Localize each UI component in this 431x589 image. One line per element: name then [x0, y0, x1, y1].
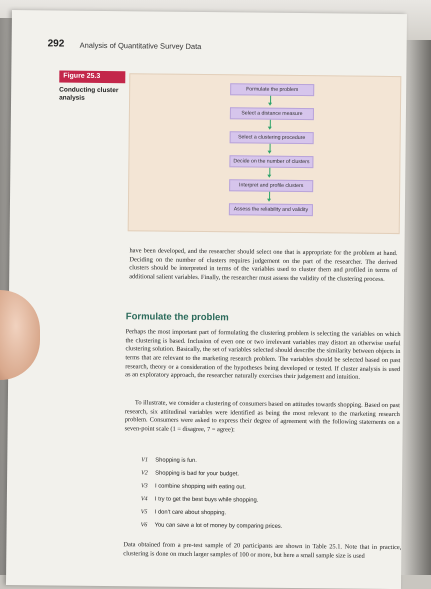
book-page: [6, 10, 407, 589]
flow-step-2: Select a distance measure: [230, 107, 314, 120]
flow-arrow: [269, 168, 270, 176]
variable-list: [141, 457, 284, 536]
flow-arrow: [269, 192, 270, 200]
paragraph-1: have been developed, and the researcher should select one that is appropriate for the problem at hand. Deciding on the number of clusters requires judgement on the part of the researcher. The derived clusters should be interpreted in terms of the variables used to cluster them and profiled in terms of additional salient variables. Finally, the researcher must assess the validity of the clustering process.: [129, 247, 398, 283]
variable-code: V4: [140, 496, 148, 503]
variable-text: Shopping is fun.: [155, 457, 197, 464]
variable-code: V6: [140, 522, 148, 529]
figure-caption: Conducting cluster analysis: [59, 86, 119, 102]
figure-box: [128, 73, 402, 234]
variable-code: V3: [140, 483, 148, 490]
flow-arrow: [270, 120, 271, 128]
flow-step-1: Formulate the problem: [230, 83, 314, 96]
variable-text: I try to get the best buys while shopping.: [154, 496, 259, 504]
running-title: Analysis of Quantitative Survey Data: [79, 40, 202, 51]
variable-code: V5: [140, 509, 148, 516]
flow-arrow: [270, 144, 271, 152]
variable-code: V2: [141, 470, 148, 477]
paragraph-3: To illustrate, we consider a clustering of consumers based on attitudes towards shopping. Based on past research, six attitudinal variables were identified as being the most relevant to the marketing research problem. Consumers were asked to express their degree of agreement with the following statements on a seven-point scale (1 = disagree, 7 = agree):: [124, 399, 400, 434]
variable-code: V1: [141, 457, 148, 464]
flow-step-6: Assess the reliability and validity: [229, 203, 313, 216]
figure-label: Figure 25.3: [59, 70, 125, 83]
page-number: 292: [47, 38, 65, 50]
variable-text: I combine shopping with eating out.: [154, 483, 246, 491]
flow-step-5: Interpret and profile clusters: [229, 179, 313, 192]
flow-step-4: Decide on the number of clusters: [229, 155, 313, 168]
variable-text: I don't care about shopping.: [154, 509, 227, 517]
variable-text: You can save a lot of money by comparing prices.: [154, 522, 283, 530]
paragraph-2: Perhaps the most important part of formulating the clustering problem is selecting the variables on which the clustering is based. Inclusion of even one or two irrelevant variables may distort an otherwise useful clustering solution. Basically, the set of variables selected should describe the similarity between objects in terms that are relevant to the marketing research problem. The variables should be selected based on past research, theory or a consideration of the hypotheses being developed or tested. If cluster analysis is used as an exploratory approach, the researcher naturally exercises their judgement and intuition.: [125, 328, 401, 381]
flowchart: [230, 83, 310, 214]
flow-step-3: Select a clustering procedure: [230, 131, 314, 144]
list-item: [141, 522, 283, 536]
paragraph-4: Data obtained from a pre-test sample of 20 participants are shown in Table 25.1. Note that in practice, clustering is done on much larger samples of 100 or more, but here a small sample size is used: [123, 541, 402, 560]
flow-arrow: [270, 96, 271, 104]
section-heading: Formulate the problem: [125, 311, 229, 324]
variable-text: Shopping is bad for your budget.: [155, 470, 239, 478]
